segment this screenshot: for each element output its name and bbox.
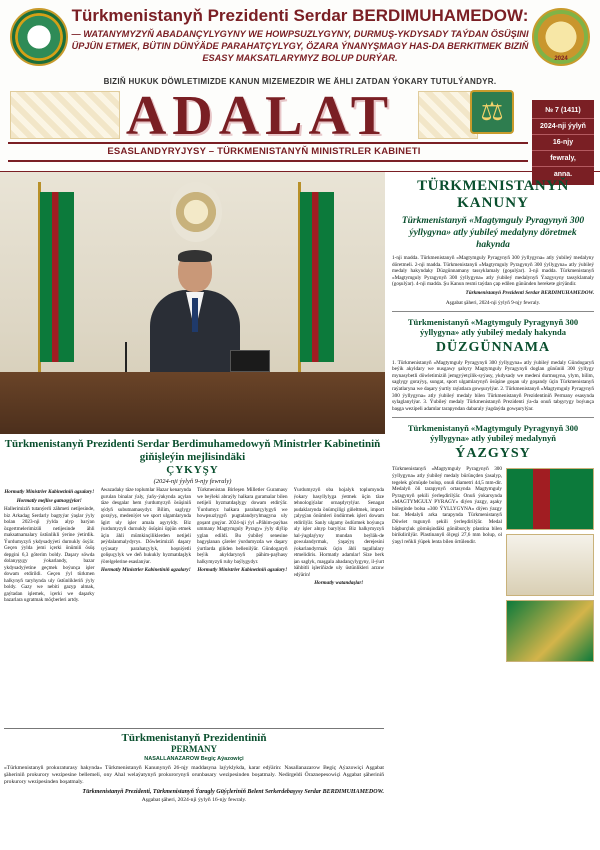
wall-emblem-icon bbox=[170, 182, 222, 242]
speech-date: (2024-nji ýylyň 9-njy fewraly) bbox=[153, 478, 232, 485]
medal-front-image bbox=[506, 534, 594, 596]
speech-caption bbox=[0, 438, 385, 485]
law-title: TÜRKMENISTANYŇ bbox=[417, 178, 569, 194]
flag-icon bbox=[300, 192, 334, 362]
description-body: Türkmenistanyň «Magtymguly Pyragynyň 300 ýyllygyna» atly ýubileý medaly bürünçden ýasalyp, tegelek görnüşde bolup, onuň diametri 44,5 mm-dir. Medalyň öň tarapynyň ortasynda Magtymguly Pyragynyň şekili ýerleşdirilýär. Onuň ýokarsynda «MAGTYMGULY PYRAGY» diýen ýazgy, aşaky böleginde bolsa «300 ÝYLLYGYNA» diýen ýazgy bar. Medalyň arka tarapynda Türkmenistanyň Döwlet tugunyň şekili ýerleşdirilýär. Medal bäşburçluk görnüşindäki gönüburçly plastina bilen birikdirilýär. Plastinanyň ölçegi 27,6 mm bolup, ol ýaşyl reňkli ýüpek lenta bilen örtülendir. bbox=[392, 466, 502, 545]
speech-title-2: ÇYKYŞY bbox=[166, 464, 219, 476]
divider bbox=[8, 142, 528, 144]
description-title: ÝAZGYSY bbox=[455, 446, 531, 462]
law-title-2: KANUNY bbox=[457, 195, 529, 211]
decree-title-2: PERMANY bbox=[171, 744, 217, 754]
speech-title: Türkmenistanyň Prezidenti Serdar Berdimuhamedowyň Ministrler Kabinetiniň giňişleýin mejlisindäki bbox=[4, 438, 381, 463]
law-body: 1-nji madda. Türkmenistanyň «Magtymguly Pyragynyň 300 ýyllygyna» atly ýubileý medalyny döretmeli. 2-nji madda. Türkmenistanyň «Magtymguly Pyragynyň 300 ýyllygyna» atly ýubileý medaly hakyndaky Düzgünnamany tassyklamaly (goşulýar). 3-nji madda. Türkmenistanyň «Magtymguly Pyragynyň 300 ýyllygyna» atly ýubileý medalynyň Ýazgysyny tassyklamaly (goşulýar). 4-nji madda. Şu Kanun resmi taýdan çap edilen gününden herekete girýändir. bbox=[392, 255, 594, 288]
law-subtitle: Türkmenistanyň «Magtymguly Pyragynyň 300 ýyllygyna» atly ýubileý medalyny döretmek hakynda bbox=[401, 216, 585, 250]
medal-images bbox=[506, 468, 594, 668]
motto: BIZIŇ HUKUK DÖWLETIMIZDE KANUN MIZEMEZDIR WE ÄHLI ZATDAN ÝOKARY TUTULÝANDYR. bbox=[103, 77, 497, 86]
divider bbox=[392, 311, 594, 312]
divider bbox=[392, 417, 594, 418]
emblem-year: 2024 bbox=[554, 56, 568, 62]
ornament-right-icon bbox=[418, 91, 478, 139]
president-figure bbox=[150, 252, 240, 372]
medal-back-image bbox=[506, 600, 594, 662]
speech-text: Türkmenistan Birleşen Milletler Guramasy we beýleki abraýly halkara guramalar bilen netijeli hyzmatdaşlygy dowam etdirýär. Ýurdumyz halkara parahatçylygyň we howpsuzlygyň pugtalandyrylmagyna uly goşant goşýar. 2024-nji ýyl «Pähim-paýhas ummany Magtymguly Pyragy» ýyly diýlip yglan edildi. Bu ýubileý senesine bagyşlanan çäreler ýurdumyzda we daşary ýurtlarda giňden bellenilýär. Gündogaryň beýik akyldarynyň pähim-paýhasy halkymyzyň ruhy baýlygydyr. bbox=[197, 487, 288, 565]
regulation-title: DÜZGÜNNAMA bbox=[435, 339, 551, 355]
description-heading: Türkmenistanyň «Magtymguly Pyragynyň 300 ýyllygyna» atly ýubileý medalynyň bbox=[407, 423, 579, 444]
description-block bbox=[392, 466, 594, 545]
speech-salutation: Hormatly Ministrler Kabinetiniň agzalary! bbox=[4, 489, 95, 495]
masthead bbox=[0, 0, 600, 178]
magtymguly-anniversary-emblem-icon bbox=[532, 8, 590, 66]
scales-of-justice-icon: ⚖ bbox=[470, 90, 514, 134]
medal-ribbon-image bbox=[506, 468, 594, 530]
speech-text: Awazadaky täze toplumlar Hazar kenarynda gurulan binalar ýaly, ýaňy-ýakynda açylan täze desgalar hem ýurdumyzyň ösüşiniň aýdyň subutnamasydyr. Bilim, saglygy goraýyş, medeniýet we sport ulgamlarynda ägirt uly işler amala aşyryldy. Biz ýurdumyzyň durnukly ösüşini üpjün etmek üçin ähli mümkinçiliklerden netijeli peýdalanmalydyrys. Döwletimiziň daşary syýasaty parahatçylyk, hoşniýetli goňşuçylyk we deň hukukly hyzmatdaşlyk ýörelgelerine esaslanýar. bbox=[100, 487, 191, 565]
law-signature: Türkmenistanyň Prezidenti Serdar BERDIMUHAMEDOW. bbox=[465, 289, 594, 296]
headline: Türkmenistanyň Prezidenti Serdar BERDIMUHAMEDOW: bbox=[71, 6, 529, 25]
issue-weekday: anna. bbox=[553, 171, 573, 178]
right-column bbox=[392, 172, 594, 545]
speech-text: Ýurdumyzyň oba hojalyk toplumynda ýokary hasyllylyga ýetmek üçin täze tehnologiýalar ornaşdyrylýar. Senagat pudaklarynda önümçiligi giňeltmek, import çalyşýan önümleri öndürmek işleri dowam etdirilýär. Sanly ulgamy ösdürmek boýunça uly işler alnyp barylýar. Biz halkymyzyň hal-ýagdaýyny mundan beýläk-de gowulandyrmak, ýaşaýyş derejesini ýokarlandyrmak üçin ähli tagallalary etmelidiris. Hormatly adamlar! Size berk jan saglyk, maşgala abadançylygyny, il-ýurt bähbitli işleriňizde uly üstünlikleri arzuw edýärin! bbox=[293, 487, 384, 578]
speech-salutation: Hormatly Ministrler Kabinetiniň agzalary! bbox=[197, 567, 288, 573]
law-date: Aşgabat şäheri, 2024-nji ýylyň 9-njy fewraly. bbox=[445, 299, 541, 306]
regulation-body: 1. Türkmenistanyň «Magtymguly Pyragynyň 300 ýyllygyna» atly ýubileý medaly Gündogaryň beýik akyldary we nusgawy şahyry Magtymguly Pyragynyň doglan gününiň 300 ýyllygy mynasybetli döwletimiziň jemgyýetçilik-syýasy, ykdysady we medeni durmuşyna, ylym, bilim, saglygy goraýyş, sungat, sport ulgamlarynyň ösüşine goşan uly goşandy üçin Türkmenistanyň raýatlaryna we daşary ýurtly raýatlara gowşurylýar. 2. Türkmenistanyň «Magtymguly Pyragynyň 300 ýyllygyna» atly ýubileý medaly bilen Türkmenistanyň Prezidentiniň Permany esasynda sylaglanylýar. 3. Ýubileý medaly Türkmenistanyň Prezidenti ýa-da onuň tabşyrygy boýunça başga wezipeli adamlar tarapyndan dabaraly ýagdaýda gowşurylýar. bbox=[392, 359, 594, 412]
decree-body: «Türkmenistanyň prokuraturasy hakynda» Türkmenistanyň Kanunynyň 26-njy maddasyna laýyklykda, karar edýärin: Nasallanazarow Begiç Aýazowiçi Aşgabat şäheriniň prokurory wezipesine bellemeli, ony Ahal welaýatynyň prokurorynyň orunbasary wezipesinden boşatmaly. Nedirgeldi Öraznepesowiçi Aşgabat şäheriniň prokurory wezipesinden boşatmaly. bbox=[4, 765, 384, 785]
issue-number: № 7 (1411) bbox=[532, 103, 594, 119]
regulation-heading: Türkmenistanyň «Magtymguly Pyragynyň 300 ýyllygyna» atly ýubileý medaly hakynda bbox=[407, 316, 579, 337]
state-emblem-icon bbox=[10, 8, 68, 66]
president-photo bbox=[0, 172, 385, 434]
flag-icon bbox=[40, 192, 74, 362]
speech-salutation: Hormatly Ministrler Kabinetiniň agzalary! bbox=[100, 567, 191, 573]
decree-date: Aşgabat şäheri, 2024-nji ýylyň 16-njy fewraly. bbox=[141, 797, 247, 803]
strapline: ESASLANDYRYJYSY – TÜRKMENISTANYŇ MINISTRLER KABINETI bbox=[107, 146, 421, 157]
decree-box bbox=[4, 728, 384, 846]
decree-signature: Türkmenistanyň Prezidenti, Türkmenistanyň Ýaragly Güýçleriniň Belent Serkerdebaşysy Serdar BERDIMUHAMEDOW. bbox=[82, 789, 384, 795]
issue-month: fewraly, bbox=[532, 151, 594, 167]
speech-salutation: Hormatly mejlise gatnaşyjylar! bbox=[16, 497, 82, 504]
microphone-icon bbox=[125, 342, 127, 374]
desk bbox=[0, 372, 385, 434]
decree-subject: NASALLANAZAROW Begiç Aýazowiçi bbox=[144, 756, 244, 762]
speech-text: Hallerimiziň tutanýerli zähmeti netijesinde, biz Arkadag Serdarly bagtyýar ýaşlar ýyly bolan 2023-nji ýylda alyp barýan özgertmelerimiziň netijesinde ähli maksatnamalary üstünlikli ýerine ýetirdik. Ýurdumyzyň ykdysadyýeti durnukly ösýär. Geçen ýylda jemi içerki önümiň ösüş depgini 6,3 göterim boldy. Daşary söwda dolanyşygy ýokarlandy, bazar ykdysadyýetine geçmek boýunça işler dowam etdirildi. Geçen ýyl türkmen halkynyň taryhynda uly üstünlikleriň ýyly boldy. Gazy we nebiti gazyp almak, gaýtadan işlemek, içerki we daşarky bazarlara ugratmak möçberleri artdy. bbox=[4, 506, 95, 603]
issue-day: 16-njy bbox=[532, 135, 594, 151]
speech-salutation: Hormatly watandaşlar! bbox=[314, 580, 364, 586]
subheadline: — WATANYMYZYŇ ABADANÇYLYGYNY WE HOWPSUZLYGYNY, DURMUŞ-YKDYSADY TAÝDAN ÖSÜŞINI ÜPJÜN ETMEK, BÜTIN DÜNÝÄDE PARAHATÇYLYGY, ÖZARA ÝNANYŞMAGY HAS-DA BERKITMEK BIZIŇ ESASY MAKSATLARYMYZ BOLUP DURÝAR. bbox=[71, 29, 529, 63]
newspaper-logo: ADALAT bbox=[125, 85, 395, 147]
monitor-icon bbox=[230, 350, 270, 372]
issue-year: 2024-nji ýylyň bbox=[532, 119, 594, 135]
divider bbox=[8, 160, 528, 162]
decree-title: Türkmenistanyň Prezidentiniň bbox=[121, 732, 267, 744]
